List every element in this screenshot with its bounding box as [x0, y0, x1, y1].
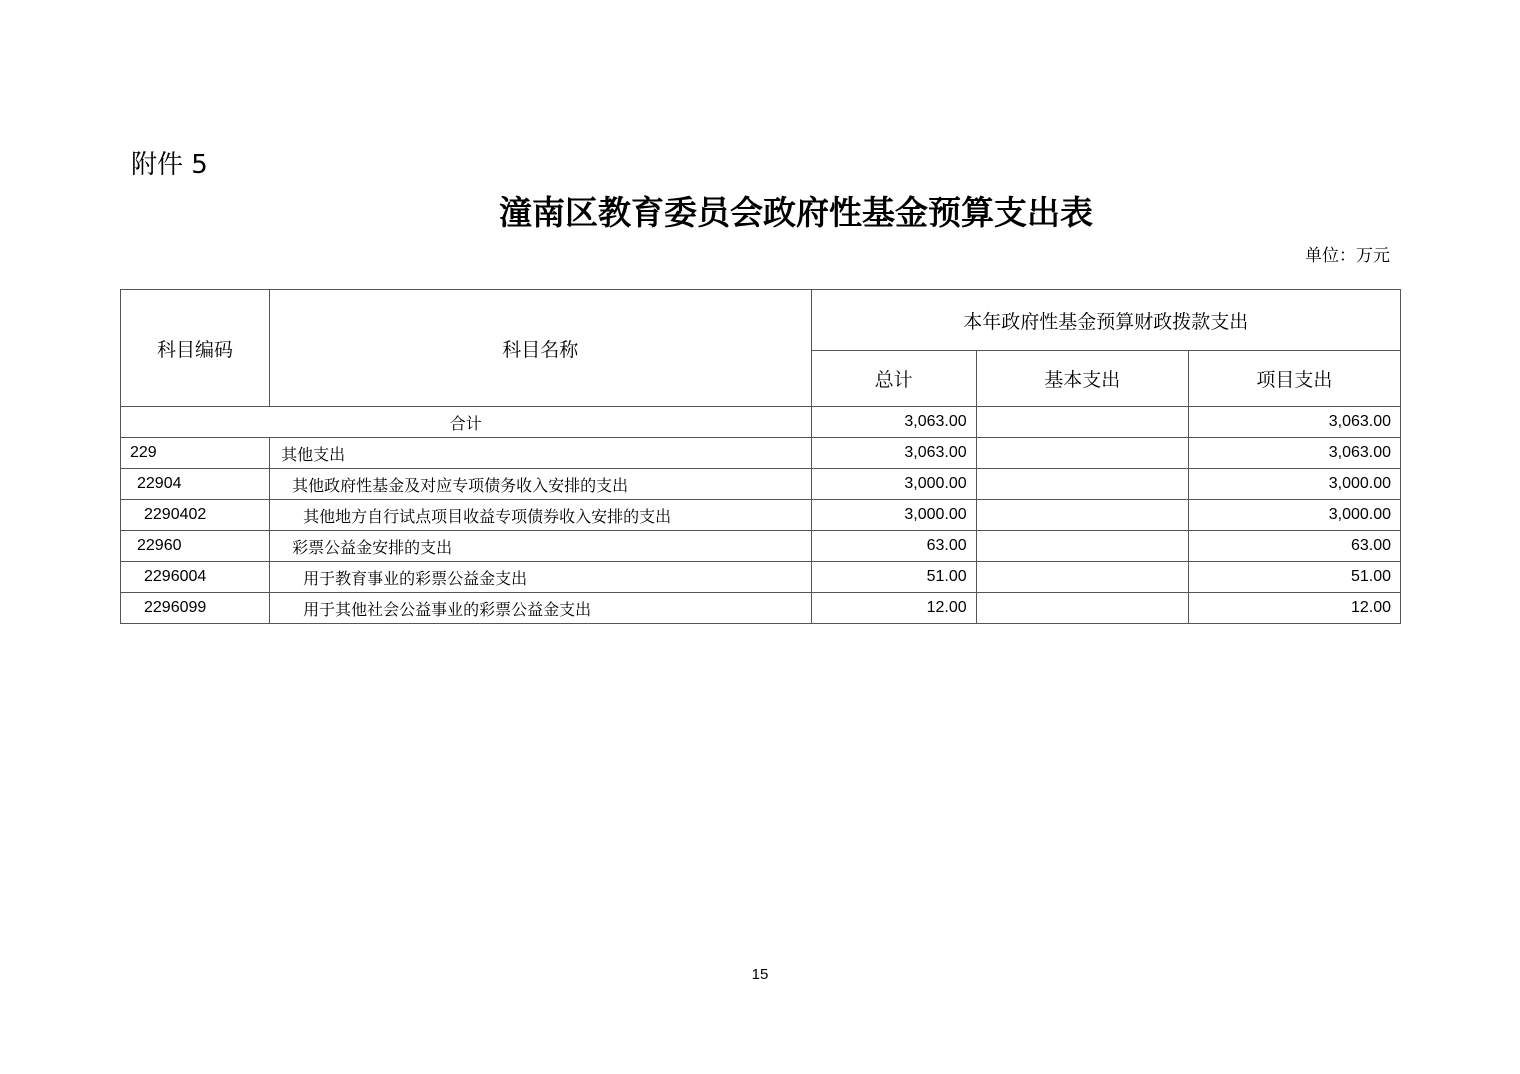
name-cell: 其他地方自行试点项目收益专项债券收入安排的支出 [270, 500, 811, 531]
table-row [121, 500, 1401, 531]
code-cell: 22960 [121, 531, 270, 562]
table-row [121, 438, 1401, 469]
col-header-name: 科目名称 [270, 290, 811, 407]
basic-cell [976, 407, 1188, 438]
basic-cell [976, 438, 1188, 469]
basic-cell [976, 593, 1188, 624]
code-cell: 22904 [121, 469, 270, 500]
code-cell: 229 [121, 438, 270, 469]
total-row [121, 407, 1401, 438]
col-header-basic: 基本支出 [976, 351, 1188, 407]
name-cell: 其他政府性基金及对应专项债务收入安排的支出 [270, 469, 811, 500]
project-cell: 63.00 [1188, 531, 1400, 562]
basic-cell [976, 562, 1188, 593]
total-cell: 51.00 [811, 562, 976, 593]
unit-label: 单位：万元 [1305, 246, 1390, 266]
project-cell: 3,063.00 [1188, 407, 1400, 438]
table-row [121, 469, 1401, 500]
table-row [121, 593, 1401, 624]
code-cell: 2290402 [121, 500, 270, 531]
code-cell: 2296099 [121, 593, 270, 624]
project-cell: 3,000.00 [1188, 500, 1400, 531]
project-cell: 12.00 [1188, 593, 1400, 624]
name-cell: 用于其他社会公益事业的彩票公益金支出 [270, 593, 811, 624]
total-label: 合计 [121, 407, 812, 438]
total-cell: 3,063.00 [811, 407, 976, 438]
total-cell: 12.00 [811, 593, 976, 624]
page-number: 15 [751, 966, 769, 983]
name-cell: 彩票公益金安排的支出 [270, 531, 811, 562]
header-row [121, 290, 1401, 351]
table-row [121, 562, 1401, 593]
attachment-label: 附件 5 [131, 150, 208, 180]
code-cell: 2296004 [121, 562, 270, 593]
project-cell: 3,063.00 [1188, 438, 1400, 469]
page-title: 潼南区教育委员会政府性基金预算支出表 [499, 193, 1093, 232]
project-cell: 3,000.00 [1188, 469, 1400, 500]
col-header-total: 总计 [811, 351, 976, 407]
project-cell: 51.00 [1188, 562, 1400, 593]
total-cell: 3,000.00 [811, 469, 976, 500]
table-row [121, 531, 1401, 562]
total-cell: 3,063.00 [811, 438, 976, 469]
name-cell: 用于教育事业的彩票公益金支出 [270, 562, 811, 593]
total-cell: 3,000.00 [811, 500, 976, 531]
col-header-project: 项目支出 [1188, 351, 1400, 407]
col-header-code: 科目编码 [121, 290, 270, 407]
basic-cell [976, 469, 1188, 500]
col-header-group: 本年政府性基金预算财政拨款支出 [811, 290, 1400, 351]
total-cell: 63.00 [811, 531, 976, 562]
basic-cell [976, 531, 1188, 562]
name-cell: 其他支出 [270, 438, 811, 469]
budget-table [120, 289, 1401, 624]
basic-cell [976, 500, 1188, 531]
